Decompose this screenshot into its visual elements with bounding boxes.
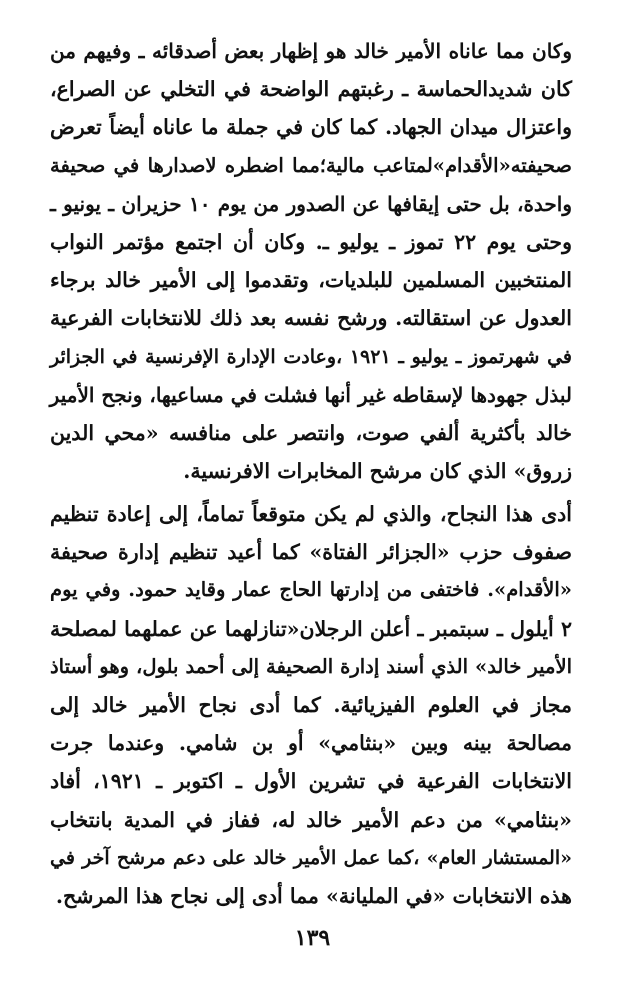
text-line: زروق» الذي كان مرشح المخابرات الافرنسية.: [183, 459, 572, 484]
text-line: مجاز في العلوم الفيزيائية. كما أدى نجاح الأمير خالد إلى: [50, 692, 572, 717]
text-line: أدى هذا النجاح، والذي لم يكن متوقعاً تماماً، إلى إعادة تنظيم: [50, 502, 572, 526]
text-line: «المستشار العام» ،كما عمل الأمير خالد على دعم مرشح آخر في: [50, 846, 572, 869]
text-line: صحيفته«الأقدام»لمتاعب مالية؛مما اضطره لاصدارها في صحيفة: [50, 153, 572, 177]
text-line: خالد بأكثرية ألفي صوت، وانتصر على منافسه «محي الدين: [50, 420, 572, 445]
paragraph-2: [50, 495, 572, 915]
page-number: ١٣٩: [294, 925, 331, 951]
text-line: العدول عن استقالته. ورشح نفسه بعد ذلك للانتخابات الفرعية: [50, 306, 572, 331]
text-line: ٢ أيلول ـ سبتمبر ـ أعلن الرجلان«تنازلهما عن عملهما لمصلحة: [50, 616, 572, 641]
text-line: «الأقدام». فاختفى من إدارتها الحاج عمار وقايد حمود. وفي يوم: [50, 578, 572, 602]
text-line: الأمير خالد» الذي أسند إدارة الصحيفة إلى أحمد بلول، وهو أستاذ: [50, 654, 572, 678]
text-line: الانتخابات الفرعية في تشرين الأول ـ اكتوبر ـ ١٩٢١، أفاد: [50, 769, 573, 794]
text-line: لبذل جهودها لإسقاطه غير أنها فشلت في مساعيها، ونجح الأمير: [49, 382, 572, 407]
text-line: وحتى يوم ٢٢ تموز ـ يوليو ـ. وكان أن اجتمع مؤتمر النواب: [50, 229, 572, 254]
text-line: وكان مما عاناه الأمير خالد هو إظهار بعض أصدقائه ـ وفيهم من: [50, 39, 572, 63]
text-line: واعتزال ميدان الجهاد. كما كان في جملة ما عاناه أيضاً تعرض: [50, 115, 572, 140]
text-line: هذه الانتخابات «في المليانة» مما أدى إلى نجاح هذا المرشح.: [55, 883, 572, 908]
text-line: «بنثامي» من دعم الأمير خالد له، ففاز في المدية بانتخاب: [50, 807, 572, 832]
text-line: كان شديدالحماسة ـ رغبتهم الواضحة في التخلي عن الصراع،: [50, 77, 572, 102]
paragraph-1: [50, 32, 572, 490]
text-line: واحدة، بل حتى إيقافها عن الصدور من يوم ١٠ حزيران ـ يونيو ـ: [50, 191, 573, 216]
text-line: صفوف حزب «الجزائر الفتاة» كما أعيد تنظيم إدارة صحيفة: [50, 540, 572, 565]
text-line: المنتخبين المسلمين للبلديات، وتقدموا إلى الأمير خالد برجاء: [50, 268, 572, 293]
text-line: مصالحة بينه وبين «بنثامي» أو بن شامي. وعندما جرت: [50, 731, 572, 756]
text-line: في شهرتموز ـ يوليو ـ ١٩٢١ ،وعادت الإدارة الإفرنسية في الجزائر: [50, 345, 572, 368]
